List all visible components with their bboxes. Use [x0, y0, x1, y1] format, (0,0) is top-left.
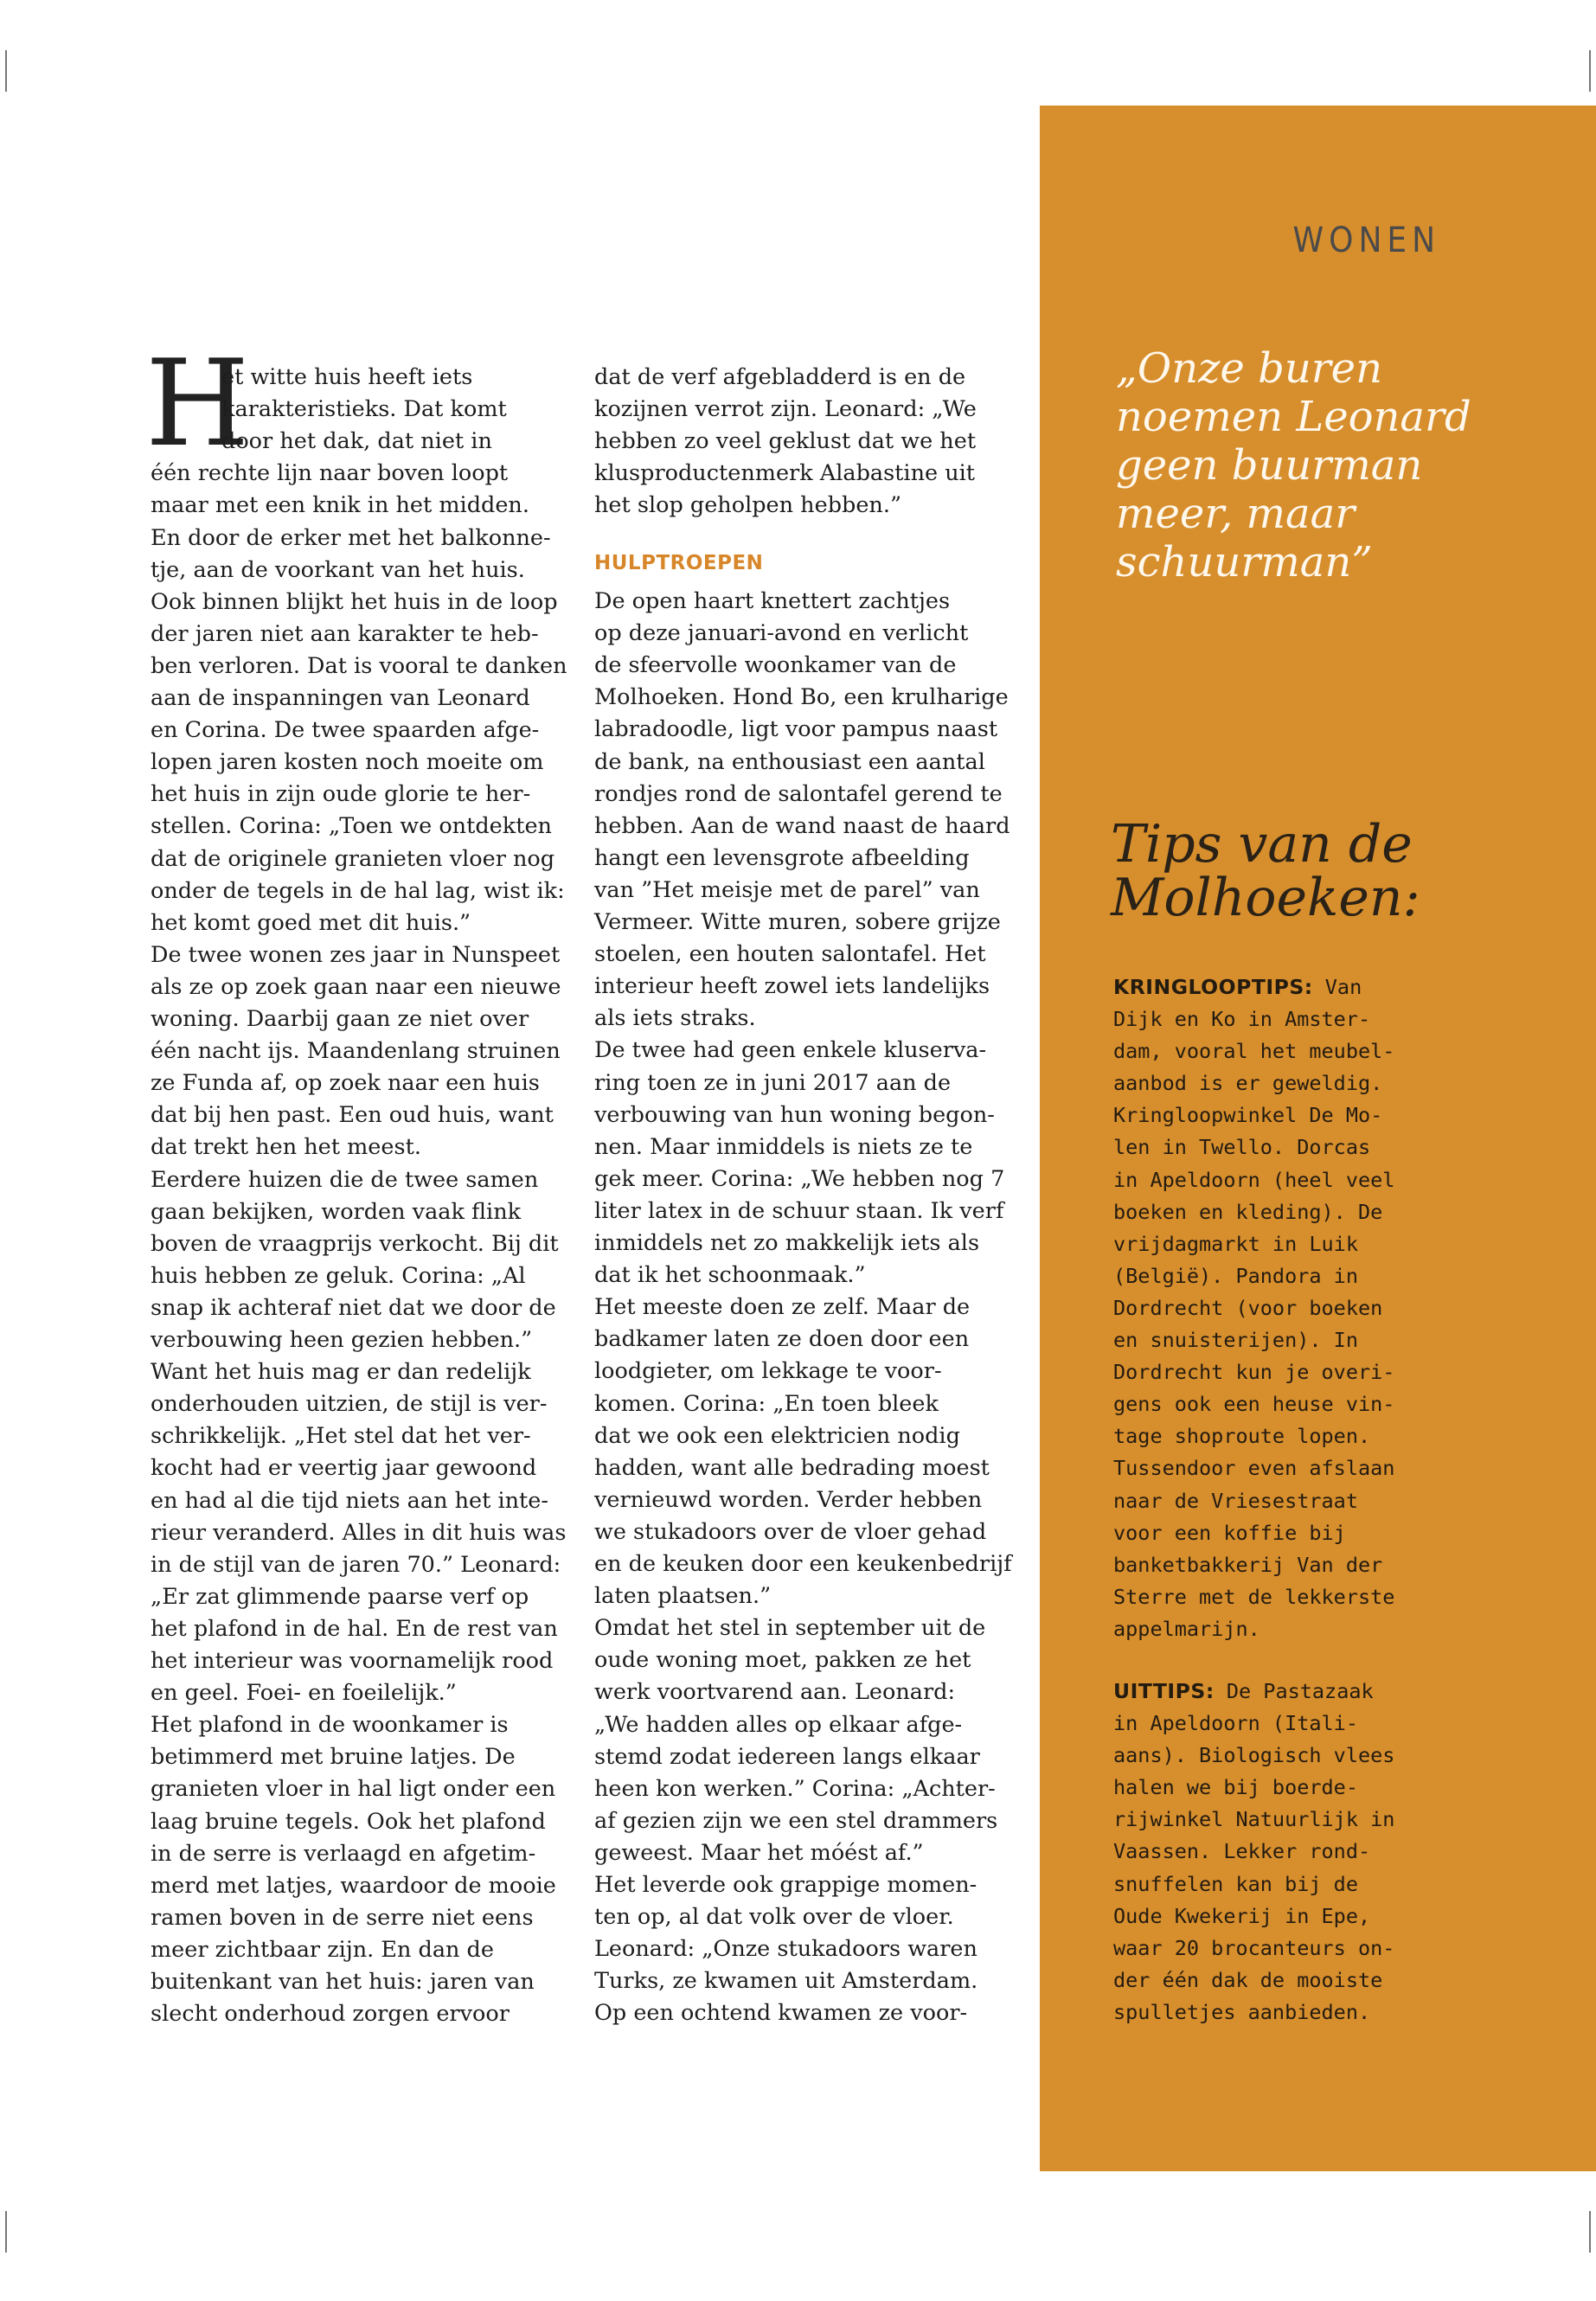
tips-line: Sterre met de lekkerste — [1113, 1584, 1395, 1609]
article-line: schrikkelijk. „Het stel dat het ver- — [151, 1423, 531, 1450]
tips-line: naar de Vriesestraat — [1113, 1488, 1358, 1513]
tips-line: tage shoproute lopen. — [1113, 1424, 1371, 1449]
article-line: gek meer. Corina: „We hebben nog 7 — [594, 1165, 1005, 1192]
tips-title — [1111, 814, 1420, 928]
subheading-hulptroepen: HULPTROEPEN — [594, 552, 764, 574]
tips-text: Van — [1312, 975, 1362, 999]
article-line: et witte huis heeft iets — [221, 364, 473, 390]
tips-line: Dijk en Ko in Amster- — [1113, 1007, 1371, 1031]
article-line: verbouwing heen gezien hebben.” — [151, 1327, 533, 1353]
article-line: maar met een knik in het midden. — [151, 492, 529, 519]
article-line: Eerdere huizen die de twee samen — [151, 1166, 539, 1193]
article-line: hangt een levensgrote afbeelding — [594, 844, 970, 871]
article-line: der jaren niet aan karakter te heb- — [151, 620, 539, 647]
article-line: huis hebben ze geluk. Corina: „Al — [151, 1262, 526, 1289]
article-line: granieten vloer in hal ligt onder een — [151, 1776, 556, 1803]
article-line: „Er zat glimmende paarse verf op — [151, 1583, 529, 1610]
tips-title-line: Molhoeken: — [1111, 868, 1420, 928]
article-line: dat de originele granieten vloer nog — [151, 845, 555, 872]
tips-line: waar 20 brocanteurs on- — [1113, 1935, 1395, 1960]
article-line: oude woning moet, pakken ze het — [594, 1647, 971, 1674]
article-line: liter latex in de schuur staan. Ik verf — [594, 1197, 1004, 1224]
tips-line: dam, vooral het meubel- — [1113, 1039, 1395, 1064]
article-line: van ”Het meisje met de parel” van — [594, 876, 980, 903]
article-line: ring toen ze in juni 2017 aan de — [594, 1069, 952, 1096]
article-line: het komt goed met dit huis.” — [151, 909, 471, 936]
article-line: meer zichtbaar zijn. En dan de — [151, 1936, 494, 1963]
article-line: inmiddels net zo makkelijk iets als — [594, 1230, 980, 1256]
pull-quote-line: geen buurman — [1116, 441, 1423, 490]
article-line: stemd zodat iedereen langs elkaar — [594, 1743, 980, 1770]
pull-quote — [1116, 344, 1471, 586]
article-line: dat de verf afgebladderd is en de — [594, 364, 966, 390]
article-line: labradoodle, ligt voor pampus naast — [594, 716, 998, 743]
article-line: tje, aan de voorkant van het huis. — [151, 556, 525, 583]
article-line: kozijnen verrot zijn. Leonard: „We — [594, 396, 977, 423]
tips-line: in Apeldoorn (heel veel — [1113, 1167, 1395, 1192]
article-line: Ook binnen blijkt het huis in de loop — [151, 588, 558, 615]
tips-line: en snuisterijen). In — [1113, 1328, 1358, 1352]
article-line: laag bruine tegels. Ook het plafond — [151, 1808, 546, 1835]
pull-quote-line: schuurman” — [1116, 538, 1373, 586]
article-line: en geel. Foei- en foeilelijk.” — [151, 1680, 457, 1707]
tips-line: snuffelen kan bij de — [1113, 1871, 1358, 1896]
article-line: werk voortvarend aan. Leonard: — [594, 1679, 956, 1706]
tips-title-line: Tips van de — [1111, 814, 1413, 875]
article-line: geweest. Maar het móést af.” — [594, 1839, 924, 1866]
article-line: laten plaatsen.” — [594, 1583, 772, 1610]
article-line: Het plafond in de woonkamer is — [151, 1712, 509, 1739]
pull-quote-line: meer, maar — [1116, 490, 1356, 538]
article-line: Het leverde ook grappige momen- — [594, 1872, 977, 1898]
article-line: ben verloren. Dat is vooral te danken — [151, 652, 567, 679]
article-line: het slop geholpen hebben.” — [594, 492, 901, 519]
article-line: De open haart knettert zachtjes — [594, 588, 951, 614]
tips-line: voor een koffie bij — [1113, 1520, 1346, 1545]
article-line: loodgieter, om lekkage te voor- — [594, 1358, 942, 1385]
article-line: door het dak, dat niet in — [221, 428, 492, 455]
article-line: hadden, want alle bedrading moest — [594, 1454, 990, 1481]
article-line: ze Funda af, op zoek naar een huis — [151, 1070, 540, 1097]
article-line: stoelen, een houten salontafel. Het — [594, 941, 986, 968]
article-line: dat bij hen past. Een oud huis, want — [151, 1102, 554, 1129]
article-line: ten op, al dat volk over de vloer. — [594, 1904, 954, 1931]
article-line: klusproductenmerk Alabastine uit — [594, 460, 976, 487]
article-line: interieur heeft zowel iets landelijks — [594, 973, 990, 1000]
tips-uittips-first-line — [1113, 1676, 1374, 1708]
article-line: af gezien zijn we een stel drammers — [594, 1807, 998, 1834]
tips-uittips-heading: UITTIPS: — [1113, 1679, 1215, 1703]
article-line: nen. Maar inmiddels is niets ze te — [594, 1133, 973, 1160]
tips-line: Tussendoor even afslaan — [1113, 1456, 1395, 1481]
article-line: En door de erker met het balkonne- — [151, 524, 551, 551]
article-line: merd met latjes, waardoor de mooie — [151, 1872, 556, 1899]
article-line: en Corina. De twee spaarden afge- — [151, 717, 540, 744]
article-line: één nacht ijs. Maandenlang struinen — [151, 1038, 561, 1065]
tips-line: rijwinkel Natuurlijk in — [1113, 1807, 1395, 1832]
tips-line: banketbakkerij Van der — [1113, 1552, 1383, 1577]
article-line: snap ik achteraf niet dat we door de — [151, 1294, 556, 1321]
article-line: vernieuwd worden. Verder hebben — [594, 1486, 983, 1513]
article-line: we stukadoors over de vloer gehad — [594, 1518, 987, 1545]
article-line: hebben. Aan de wand naast de haard — [594, 812, 1010, 839]
crop-mark-bottom-left — [5, 2211, 7, 2253]
tips-line: gens ook een heuse vin- — [1113, 1392, 1395, 1417]
article-line: verbouwing van hun woning begon- — [594, 1101, 995, 1128]
article-line: de sfeervolle woonkamer van de — [594, 652, 957, 679]
article-line: karakteristieks. Dat komt — [221, 396, 507, 423]
article-line: Leonard: „Onze stukadoors waren — [594, 1936, 977, 1963]
article-line: onderhouden uitzien, de stijl is ver- — [151, 1391, 548, 1418]
article-line: woning. Daarbij gaan ze niet over — [151, 1006, 529, 1032]
article-line: op deze januari-avond en verlicht — [594, 620, 969, 647]
tips-line: Dordrecht (voor boeken — [1113, 1295, 1383, 1320]
article-line: dat ik het schoonmaak.” — [594, 1262, 866, 1289]
article-line: rieur veranderd. Alles in dit huis was — [151, 1519, 567, 1546]
pull-quote-line: noemen Leonard — [1116, 393, 1471, 441]
article-line: één rechte lijn naar boven loopt — [151, 460, 509, 487]
article-line: Op een ochtend kwamen ze voor- — [594, 2000, 968, 2027]
article-line: rondjes rond de salontafel gerend te — [594, 780, 1003, 807]
tips-line: halen we bij boerde- — [1113, 1775, 1358, 1800]
article-line: heen kon werken.” Corina: „Achter- — [594, 1775, 996, 1802]
article-line: lopen jaren kosten noch moeite om — [151, 749, 544, 776]
article-line: Molhoeken. Hond Bo, een krulharige — [594, 684, 1009, 711]
tips-line: aans). Biologisch vlees — [1113, 1743, 1395, 1768]
crop-mark-top-right — [1589, 50, 1591, 92]
tips-line: Dordrecht kun je overi- — [1113, 1360, 1395, 1385]
tips-line: vrijdagmarkt in Luik — [1113, 1231, 1358, 1256]
article-line: slecht onderhoud zorgen ervoor — [151, 2001, 510, 2028]
article-line: De twee wonen zes jaar in Nunspeet — [151, 941, 561, 968]
article-line: het interieur was voornamelijk rood — [151, 1648, 554, 1674]
article-line: buitenkant van het huis: jaren van — [151, 1969, 535, 1995]
article-line: boven de vraagprijs verkocht. Bij dit — [151, 1230, 559, 1257]
article-line: hebben zo veel geklust dat we het — [594, 428, 977, 455]
tips-line: Oude Kwekerij in Epe, — [1113, 1903, 1371, 1928]
tips-line: der één dak de mooiste — [1113, 1967, 1383, 1992]
article-line: badkamer laten ze doen door een — [594, 1326, 970, 1353]
article-line: in de serre is verlaagd en afgetim- — [151, 1840, 536, 1867]
article-line: kocht had er veertig jaar gewoond — [151, 1455, 537, 1482]
article-line: de bank, na enthousiast een aantal — [594, 748, 985, 775]
tips-line: appelmarijn. — [1113, 1616, 1260, 1641]
tips-line: (België). Pandora in — [1113, 1263, 1358, 1288]
article-line: Omdat het stel in september uit de — [594, 1615, 986, 1642]
tips-line: aanbod is er geweldig. — [1113, 1071, 1383, 1096]
tips-kringloop-heading: KRINGLOOPTIPS: — [1113, 975, 1313, 999]
tips-line: len in Twello. Dorcas — [1113, 1135, 1371, 1160]
article-line: en de keuken door een keukenbedrijf — [594, 1551, 1012, 1577]
drop-cap: H — [145, 334, 250, 473]
article-line: stellen. Corina: „Toen we ontdekten — [151, 813, 552, 840]
article-line: Want het huis mag er dan redelijk — [151, 1359, 531, 1386]
tips-text: De Pastazaak — [1214, 1679, 1374, 1703]
article-line: betimmerd met bruine latjes. De — [151, 1744, 516, 1771]
section-label: WONEN — [1292, 221, 1440, 260]
tips-line: spulletjes aanbieden. — [1113, 1999, 1371, 2024]
article-line: Het meeste doen ze zelf. Maar de — [594, 1294, 971, 1321]
article-line: als iets straks. — [594, 1005, 756, 1032]
crop-mark-bottom-right — [1589, 2211, 1591, 2253]
tips-line: Kringloopwinkel De Mo- — [1113, 1103, 1383, 1128]
article-line: komen. Corina: „En toen bleek — [594, 1390, 939, 1417]
article-line: ramen boven in de serre niet eens — [151, 1904, 534, 1931]
article-line: en had al die tijd niets aan het inte- — [151, 1487, 548, 1514]
tips-line: in Apeldoorn (Itali- — [1113, 1711, 1358, 1735]
article-line: in de stijl van de jaren 70.” Leonard: — [151, 1551, 561, 1578]
article-line: als ze op zoek gaan naar een nieuwe — [151, 973, 561, 1000]
article-line: onder de tegels in de hal lag, wist ik: — [151, 877, 565, 904]
article-line: De twee had geen enkele kluserva- — [594, 1037, 987, 1064]
tips-kringloop-first-line — [1113, 971, 1362, 1003]
article-line: „We hadden alles op elkaar afge- — [594, 1711, 963, 1738]
article-line: aan de inspanningen van Leonard — [151, 685, 530, 711]
article-line: het plafond in de hal. En de rest van — [151, 1615, 558, 1642]
article-line: het huis in zijn oude glorie te her- — [151, 781, 531, 808]
article-line: dat we ook een elektricien nodig — [594, 1422, 960, 1449]
article-line: gaan bekijken, worden vaak flink — [151, 1198, 522, 1225]
tips-line: boeken en kleding). De — [1113, 1199, 1383, 1224]
tips-line: Vaassen. Lekker rond- — [1113, 1839, 1371, 1864]
article-line: Vermeer. Witte muren, sobere grijze — [594, 909, 1001, 935]
crop-mark-top-left — [5, 50, 7, 92]
article-line: Turks, ze kwamen uit Amsterdam. — [594, 1968, 978, 1995]
article-line: dat trekt hen het meest. — [151, 1134, 421, 1161]
pull-quote-line: „Onze buren — [1116, 344, 1382, 393]
